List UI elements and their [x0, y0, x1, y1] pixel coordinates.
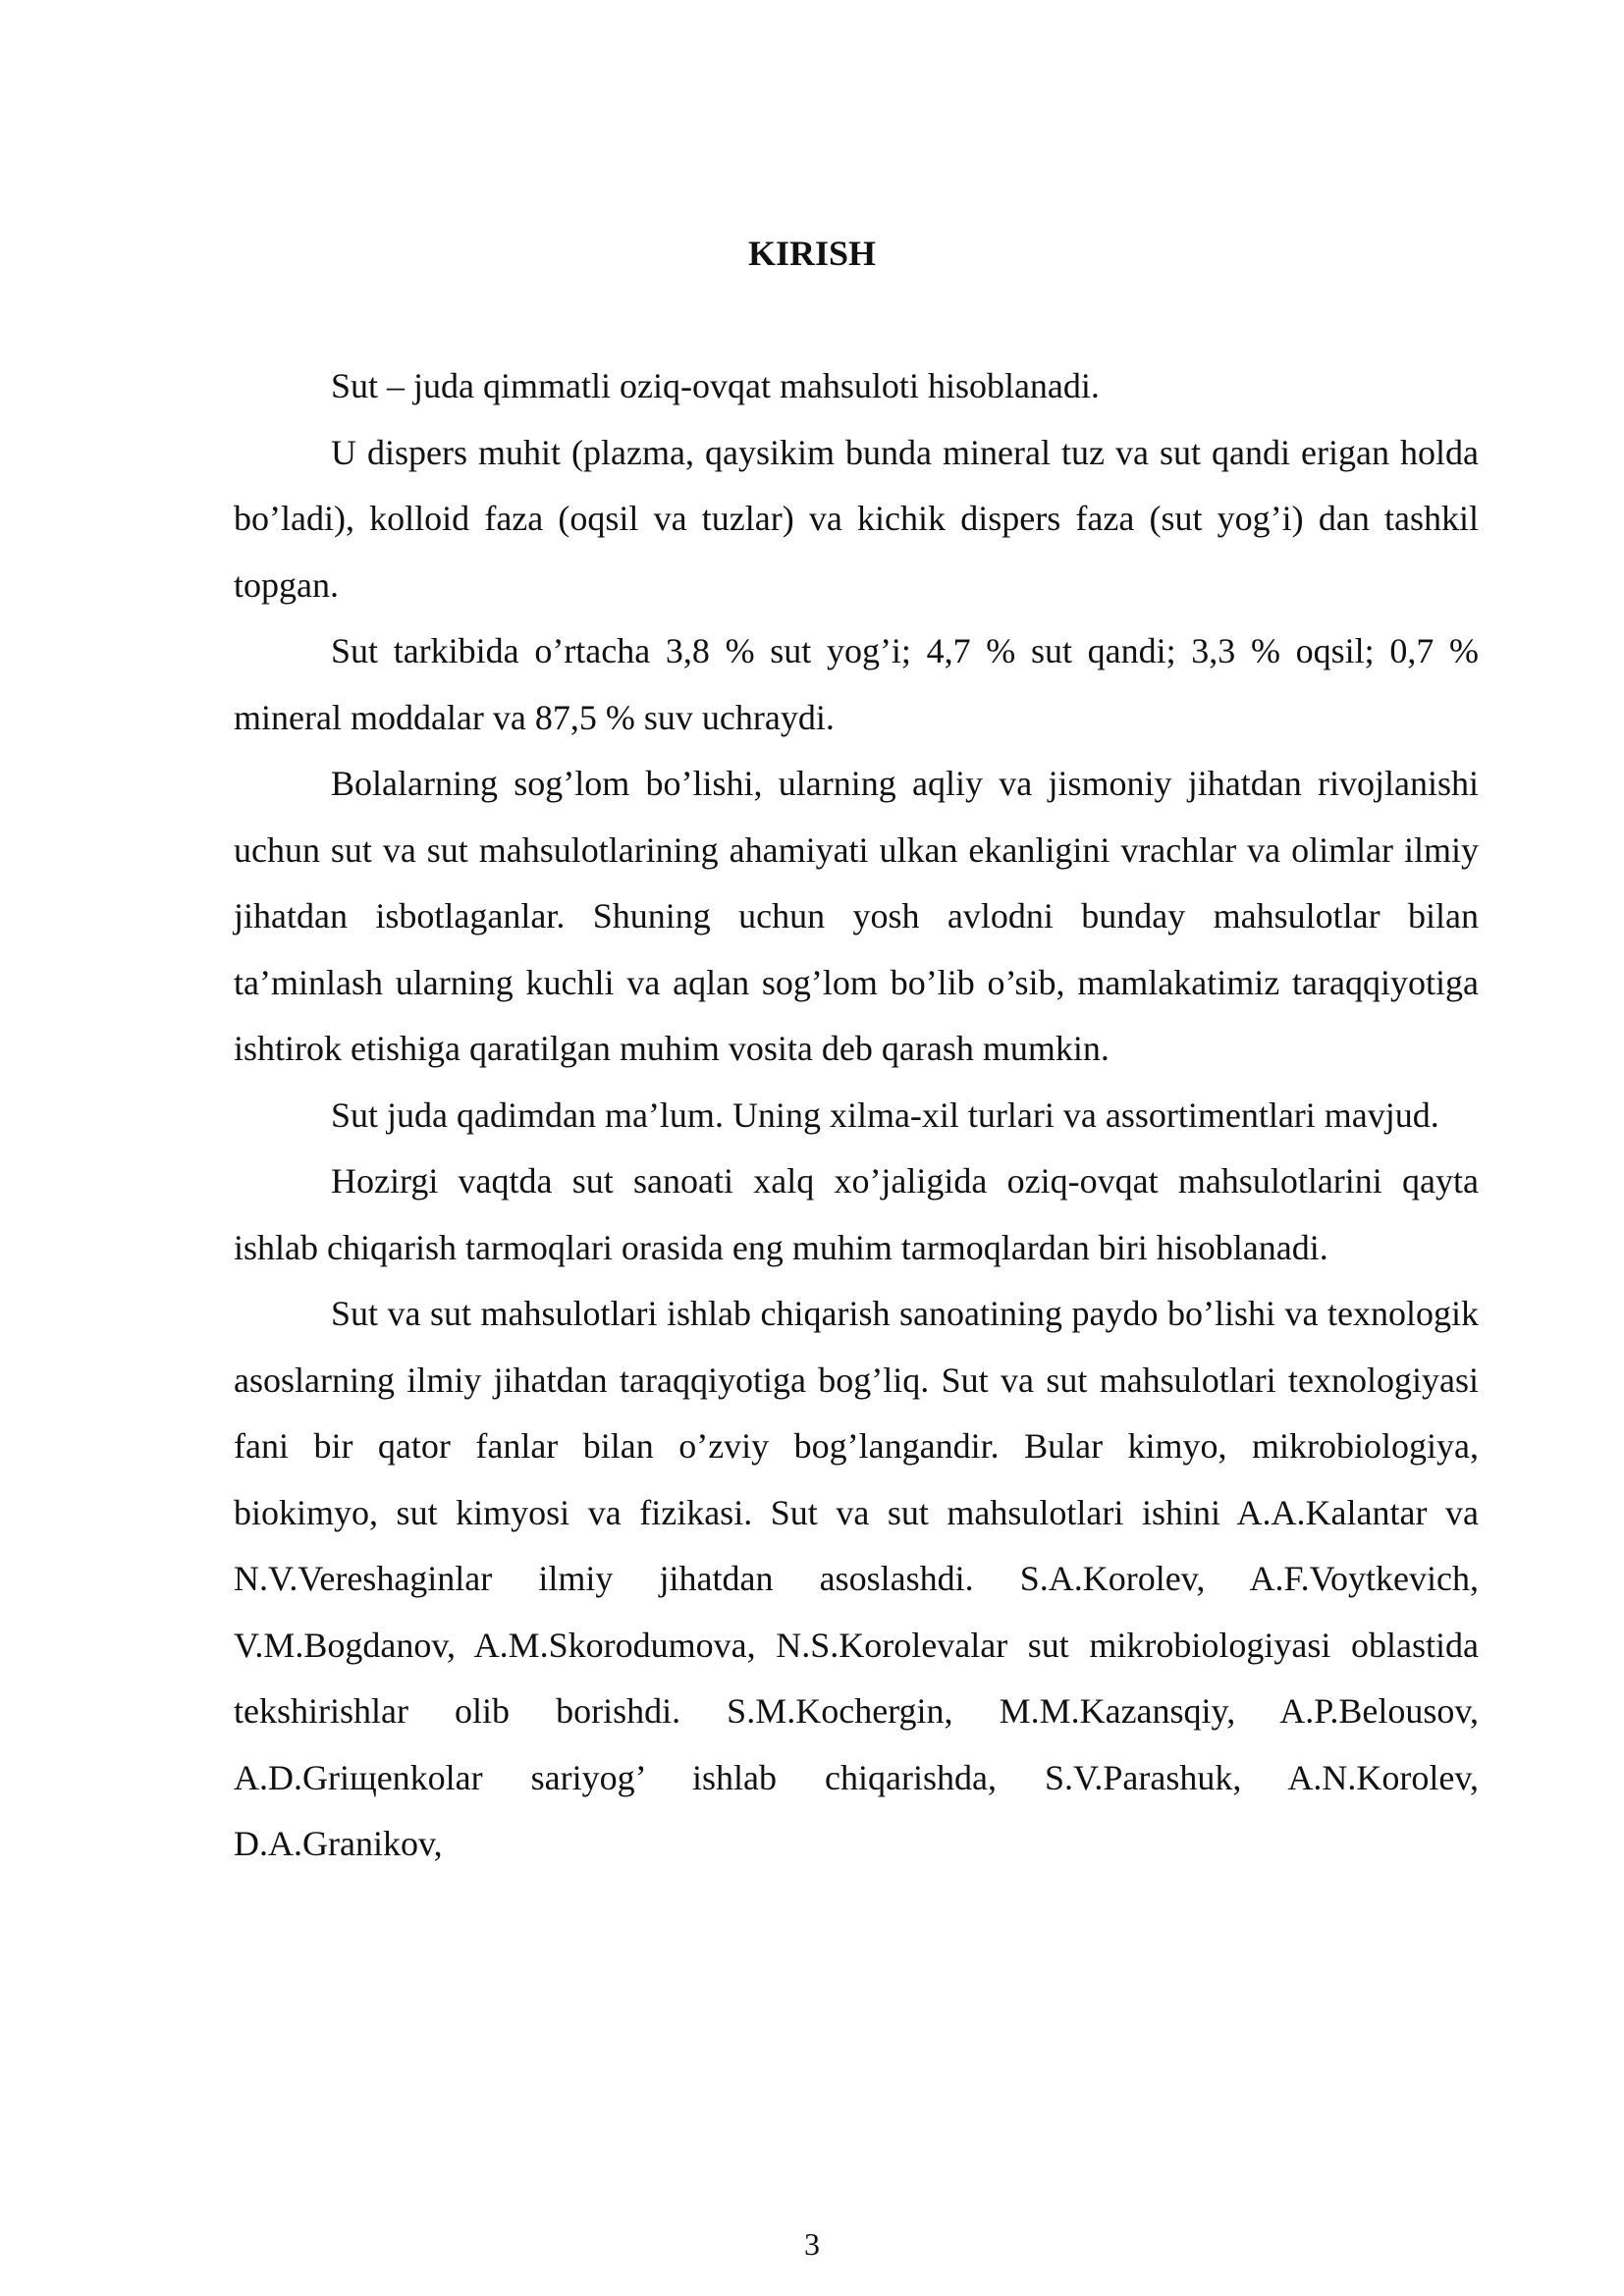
body-text	[234, 353, 1479, 1878]
paragraph: U dispers muhit (plazma, qaysikim bunda mineral tuz va sut qandi erigan holda bo’ladi), kolloid faza (oqsil va tuzlar) va kichik dispers faza (sut yog’i) dan tashkil topgan.	[234, 432, 1479, 605]
paragraph: Bolalarning sog’lom bo’lishi, ularning aqliy va jismoniy jihatdan rivojlanishi uchun sut va sut mahsulotlarining ahamiyati ulkan ekanligini vrachlar va olimlar ilmiy jihatdan isbotlaganlar. Shuning uchun yosh avlodni bunday mahsulotlar bilan ta’minlash ularning kuchli va aqlan sog’lom bo’lib o’sib, mamlakatimiz taraqqiyotiga ishtirok etishiga qaratilgan muhim vosita deb qarash mumkin.	[234, 764, 1479, 1068]
paragraph: Sut juda qadimdan ma’lum. Uning xilma-xil turlari va assortimentlari mavjud.	[331, 1095, 1439, 1135]
paragraph: Sut va sut mahsulotlari ishlab chiqarish sanoatining paydo bo’lishi va texnologik asoslarning ilmiy jihatdan taraqqiyotiga bog’liq. Sut va sut mahsulotlari texnologiyasi fani bir qator fanlar bilan o’zviy bog’langandir. Bular kimyo, mikrobiologiya, biokimyo, sut kimyosi va fizikasi. Sut va sut mahsulotlari ishini A.A.Kalantar va N.V.Vereshaginlar ilmiy jihatdan asoslashdi. S.A.Korolev, A.F.Voytkevich, V.M.Bogdanov, A.M.Skorodumova, N.S.Korolevalar sut mikrobiologiyasi oblastida tekshirishlar olib borishdi. S.M.Kochergin, M.M.Kazansqiy, A.P.Belousov, A.D.Griщenkolar sariyog’ ishlab chiqarishda, S.V.Parashuk, A.N.Korolev, D.A.Granikov,	[234, 1294, 1479, 1863]
paragraph: Sut tarkibida o’rtacha 3,8 % sut yog’i; 4,7 % sut qandi; 3,3 % oqsil; 0,7 % mineral moddalar va 87,5 % suv uchraydi.	[234, 631, 1479, 737]
paragraph: Hozirgi vaqtda sut sanoati xalq xo’jaligida oziq-ovqat mahsulotlarini qayta ishlab chiqarish tarmoqlari orasida eng muhim tarmoqlardan biri hisoblanadi.	[234, 1161, 1479, 1267]
paragraph: Sut – juda qimmatli oziq-ovqat mahsuloti hisoblanadi.	[331, 366, 1100, 405]
section-title: KIRISH	[747, 234, 877, 273]
page-number: 3	[804, 2226, 820, 2262]
